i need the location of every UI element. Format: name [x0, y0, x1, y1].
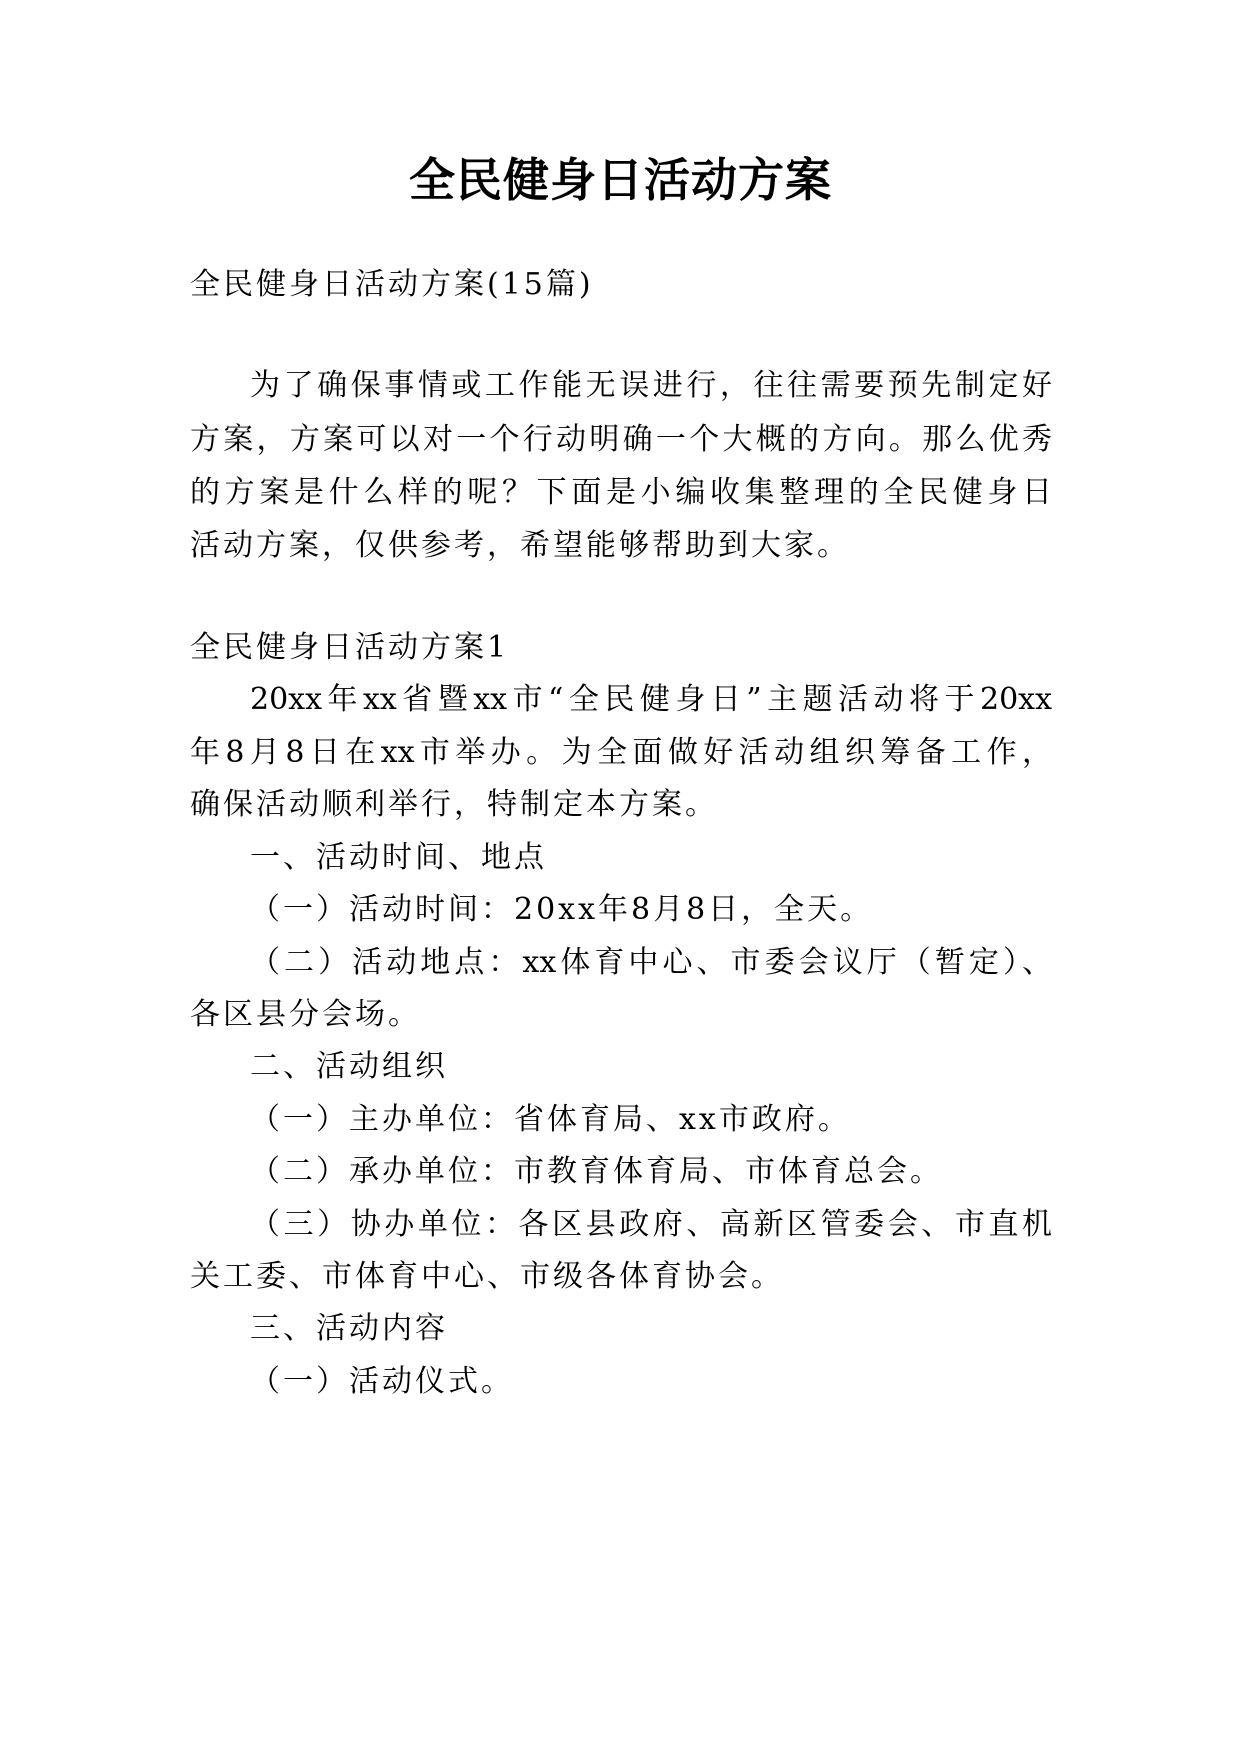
- body-line: 年8月8日在xx市举办。为全面做好活动组织筹备工作，: [190, 735, 1052, 770]
- body-line: （一）活动时间：20xx年8月8日，全天。: [250, 892, 874, 927]
- body-line: （一）主办单位：省体育局、xx市政府。: [250, 1102, 851, 1137]
- document-title: 全民健身日活动方案: [409, 153, 832, 207]
- body-heading: 一、活动时间、地点: [250, 840, 547, 875]
- body-line: （三）协办单位：各区县政府、高新区管委会、市直机: [250, 1207, 1052, 1242]
- intro-line: 为了确保事情或工作能无误进行，往往需要预先制定好: [250, 368, 1052, 403]
- body-line: 各区县分会场。: [190, 997, 421, 1032]
- body-heading: 二、活动组织: [250, 1049, 448, 1084]
- intro-line: 的方案是什么样的呢？下面是小编收集整理的全民健身日: [190, 475, 1052, 510]
- document-subtitle: 全民健身日活动方案(15篇): [190, 267, 594, 302]
- body-line: （一）活动仪式。: [250, 1364, 514, 1399]
- section-heading: 全民健身日活动方案1: [190, 630, 510, 665]
- body-line: （二）承办单位：市教育体育局、市体育总会。: [250, 1154, 943, 1189]
- body-heading: 三、活动内容: [250, 1311, 448, 1346]
- body-line: 确保活动顺利举行，特制定本方案。: [190, 787, 718, 822]
- intro-line: 方案，方案可以对一个行动明确一个大概的方向。那么优秀: [190, 422, 1052, 457]
- body-line: 关工委、市体育中心、市级各体育协会。: [190, 1259, 784, 1294]
- body-line: 20xx年xx省暨xx市“全民健身日”主题活动将于20xx: [250, 682, 1052, 717]
- body-line: （二）活动地点：xx体育中心、市委会议厅（暂定）、: [250, 945, 1052, 980]
- intro-line: 活动方案，仅供参考，希望能够帮助到大家。: [190, 528, 850, 563]
